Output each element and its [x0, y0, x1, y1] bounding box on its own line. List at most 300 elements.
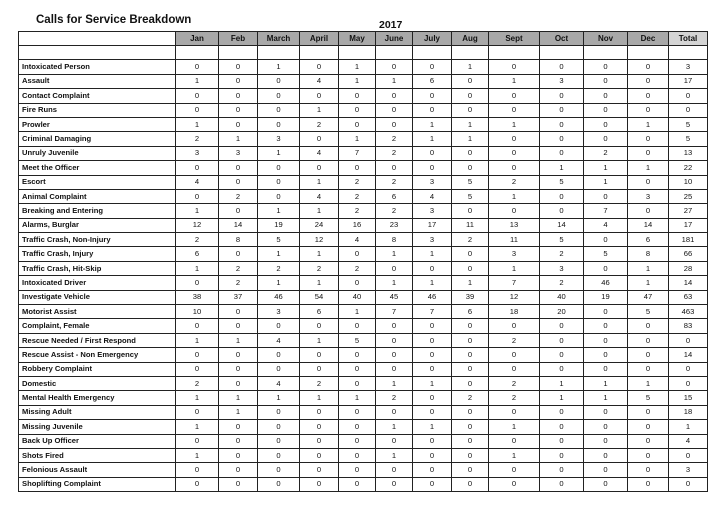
cell-total: 14: [669, 276, 708, 290]
cell-july: 0: [413, 103, 452, 117]
cell-nov: 1: [584, 175, 628, 189]
cell-april: 2: [300, 117, 339, 131]
cell-sept: 0: [489, 405, 540, 419]
spacer-cell: [19, 46, 176, 60]
cell-oct: 0: [540, 405, 584, 419]
column-header-aug: Aug: [452, 32, 489, 46]
column-header-jan: Jan: [176, 32, 219, 46]
table-row: [19, 405, 708, 419]
cell-aug: 0: [452, 448, 489, 462]
cell-may: 0: [339, 376, 376, 390]
cell-oct: 0: [540, 434, 584, 448]
cell-jan: 1: [176, 204, 219, 218]
cell-june: 1: [376, 276, 413, 290]
cell-june: 1: [376, 247, 413, 261]
spacer-cell: [452, 46, 489, 60]
cell-jan: 0: [176, 463, 219, 477]
cell-aug: 1: [452, 132, 489, 146]
cell-feb: 1: [219, 391, 258, 405]
cell-april: 1: [300, 391, 339, 405]
cell-may: 0: [339, 319, 376, 333]
column-header-total: Total: [669, 32, 708, 46]
cell-jan: 2: [176, 233, 219, 247]
cell-total: 1: [669, 420, 708, 434]
table-body: [19, 46, 708, 492]
row-label: Breaking and Entering: [19, 204, 176, 218]
cell-june: 2: [376, 204, 413, 218]
cell-june: 0: [376, 261, 413, 275]
cell-march: 0: [258, 319, 300, 333]
cell-oct: 0: [540, 319, 584, 333]
cell-sept: 3: [489, 247, 540, 261]
row-label: Contact Complaint: [19, 89, 176, 103]
cell-sept: 7: [489, 276, 540, 290]
cell-july: 6: [413, 74, 452, 88]
cell-oct: 0: [540, 463, 584, 477]
cell-oct: 0: [540, 333, 584, 347]
cell-sept: 2: [489, 376, 540, 390]
column-header-july: July: [413, 32, 452, 46]
row-label: Escort: [19, 175, 176, 189]
cell-oct: 2: [540, 247, 584, 261]
cell-total: 0: [669, 89, 708, 103]
cell-total: 25: [669, 189, 708, 203]
table-row: [19, 60, 708, 74]
cell-june: 1: [376, 74, 413, 88]
cell-oct: 0: [540, 60, 584, 74]
table-row: [19, 117, 708, 131]
row-label: Meet the Officer: [19, 161, 176, 175]
table-row: [19, 146, 708, 160]
cell-march: 0: [258, 103, 300, 117]
cell-feb: 0: [219, 463, 258, 477]
cell-dec: 6: [628, 233, 669, 247]
cell-march: 0: [258, 362, 300, 376]
cell-jan: 1: [176, 448, 219, 462]
cell-may: 4: [339, 233, 376, 247]
cell-july: 0: [413, 434, 452, 448]
cell-jan: 10: [176, 305, 219, 319]
cell-may: 0: [339, 448, 376, 462]
cell-total: 0: [669, 477, 708, 491]
cell-may: 1: [339, 305, 376, 319]
cell-may: 0: [339, 103, 376, 117]
row-label: Shots Fired: [19, 448, 176, 462]
cell-july: 0: [413, 60, 452, 74]
cell-dec: 0: [628, 89, 669, 103]
cell-oct: 3: [540, 261, 584, 275]
table-row: [19, 376, 708, 390]
cell-july: 0: [413, 261, 452, 275]
spacer-cell: [176, 46, 219, 60]
cell-sept: 13: [489, 218, 540, 232]
cell-aug: 0: [452, 376, 489, 390]
cell-march: 2: [258, 261, 300, 275]
cell-oct: 40: [540, 290, 584, 304]
cell-aug: 0: [452, 103, 489, 117]
cell-april: 24: [300, 218, 339, 232]
cell-dec: 1: [628, 261, 669, 275]
cell-june: 0: [376, 319, 413, 333]
cell-oct: 1: [540, 376, 584, 390]
row-label: Complaint, Female: [19, 319, 176, 333]
cell-march: 3: [258, 132, 300, 146]
cell-march: 4: [258, 333, 300, 347]
cell-sept: 2: [489, 175, 540, 189]
table-row: [19, 420, 708, 434]
cell-july: 0: [413, 348, 452, 362]
cell-may: 2: [339, 189, 376, 203]
cell-june: 23: [376, 218, 413, 232]
cell-april: 4: [300, 74, 339, 88]
cell-jan: 1: [176, 420, 219, 434]
cell-nov: 0: [584, 319, 628, 333]
cell-aug: 2: [452, 391, 489, 405]
cell-july: 3: [413, 175, 452, 189]
row-label: Back Up Officer: [19, 434, 176, 448]
cell-feb: 0: [219, 74, 258, 88]
cell-nov: 0: [584, 189, 628, 203]
table-row: [19, 74, 708, 88]
spacer-cell: [489, 46, 540, 60]
cell-dec: 0: [628, 448, 669, 462]
cell-march: 1: [258, 391, 300, 405]
cell-jan: 1: [176, 74, 219, 88]
cell-aug: 11: [452, 218, 489, 232]
spacer-row: [19, 46, 708, 60]
cell-feb: 0: [219, 117, 258, 131]
cell-feb: 0: [219, 247, 258, 261]
cell-nov: 46: [584, 276, 628, 290]
cell-dec: 47: [628, 290, 669, 304]
cell-april: 1: [300, 276, 339, 290]
cell-total: 14: [669, 348, 708, 362]
table-row: [19, 463, 708, 477]
cell-oct: 0: [540, 103, 584, 117]
cell-feb: 0: [219, 348, 258, 362]
cell-may: 0: [339, 117, 376, 131]
cell-total: 0: [669, 376, 708, 390]
cell-total: 5: [669, 132, 708, 146]
cell-march: 0: [258, 117, 300, 131]
cell-june: 2: [376, 132, 413, 146]
cell-nov: 1: [584, 161, 628, 175]
cell-may: 2: [339, 204, 376, 218]
cell-dec: 14: [628, 218, 669, 232]
cell-june: 0: [376, 103, 413, 117]
column-header-may: May: [339, 32, 376, 46]
cell-aug: 0: [452, 146, 489, 160]
table-row: [19, 290, 708, 304]
cell-jan: 1: [176, 261, 219, 275]
cell-may: 0: [339, 463, 376, 477]
row-label: Traffic Crash, Hit-Skip: [19, 261, 176, 275]
column-header-march: March: [258, 32, 300, 46]
table-row: [19, 189, 708, 203]
cell-jan: 0: [176, 362, 219, 376]
row-label: Felonious Assault: [19, 463, 176, 477]
cell-july: 0: [413, 362, 452, 376]
cell-april: 6: [300, 305, 339, 319]
cell-april: 0: [300, 477, 339, 491]
cell-total: 3: [669, 463, 708, 477]
cell-oct: 2: [540, 276, 584, 290]
cell-oct: 0: [540, 89, 584, 103]
cell-jan: 1: [176, 391, 219, 405]
table-row: [19, 175, 708, 189]
cell-oct: 1: [540, 391, 584, 405]
table-row: [19, 261, 708, 275]
cell-sept: 12: [489, 290, 540, 304]
cell-may: 40: [339, 290, 376, 304]
cell-march: 0: [258, 477, 300, 491]
cell-july: 0: [413, 319, 452, 333]
cell-total: 27: [669, 204, 708, 218]
cell-april: 0: [300, 420, 339, 434]
cell-july: 1: [413, 276, 452, 290]
cell-oct: 0: [540, 362, 584, 376]
cell-dec: 0: [628, 420, 669, 434]
cell-aug: 0: [452, 434, 489, 448]
cell-sept: 11: [489, 233, 540, 247]
cell-march: 1: [258, 204, 300, 218]
cell-march: 0: [258, 161, 300, 175]
cell-nov: 1: [584, 376, 628, 390]
cell-total: 181: [669, 233, 708, 247]
cell-dec: 0: [628, 333, 669, 347]
cell-april: 0: [300, 405, 339, 419]
cell-total: 18: [669, 405, 708, 419]
cell-april: 0: [300, 132, 339, 146]
cell-feb: 8: [219, 233, 258, 247]
cell-june: 0: [376, 161, 413, 175]
cell-june: 45: [376, 290, 413, 304]
cell-feb: 0: [219, 477, 258, 491]
cell-april: 0: [300, 89, 339, 103]
cell-nov: 0: [584, 362, 628, 376]
cell-sept: 0: [489, 146, 540, 160]
row-label: Robbery Complaint: [19, 362, 176, 376]
cell-may: 0: [339, 434, 376, 448]
column-header-june: June: [376, 32, 413, 46]
cell-nov: 4: [584, 218, 628, 232]
cell-may: 0: [339, 247, 376, 261]
cell-april: 1: [300, 333, 339, 347]
cell-feb: 0: [219, 319, 258, 333]
cell-total: 63: [669, 290, 708, 304]
cell-aug: 5: [452, 175, 489, 189]
cell-feb: 1: [219, 132, 258, 146]
cell-jan: 0: [176, 434, 219, 448]
spacer-cell: [413, 46, 452, 60]
cell-jan: 0: [176, 89, 219, 103]
cell-feb: 1: [219, 405, 258, 419]
cell-feb: 37: [219, 290, 258, 304]
table-row: [19, 89, 708, 103]
cell-march: 0: [258, 348, 300, 362]
cell-march: 46: [258, 290, 300, 304]
cell-aug: 0: [452, 477, 489, 491]
cell-april: 2: [300, 376, 339, 390]
cell-june: 0: [376, 405, 413, 419]
cell-april: 0: [300, 161, 339, 175]
row-label: Unruly Juvenile: [19, 146, 176, 160]
cell-jan: 0: [176, 348, 219, 362]
cell-oct: 0: [540, 348, 584, 362]
cell-oct: 14: [540, 218, 584, 232]
cell-june: 7: [376, 305, 413, 319]
cell-dec: 0: [628, 146, 669, 160]
cell-june: 0: [376, 117, 413, 131]
cell-aug: 0: [452, 247, 489, 261]
cell-aug: 0: [452, 161, 489, 175]
table-row: [19, 305, 708, 319]
table-row: [19, 132, 708, 146]
cell-total: 10: [669, 175, 708, 189]
cell-total: 17: [669, 74, 708, 88]
table-row: [19, 233, 708, 247]
cell-total: 13: [669, 146, 708, 160]
spacer-cell: [584, 46, 628, 60]
cell-sept: 0: [489, 348, 540, 362]
cell-jan: 0: [176, 103, 219, 117]
cell-may: 2: [339, 261, 376, 275]
cell-oct: 0: [540, 420, 584, 434]
cell-april: 0: [300, 362, 339, 376]
cell-sept: 2: [489, 391, 540, 405]
cell-feb: 2: [219, 261, 258, 275]
cell-aug: 0: [452, 362, 489, 376]
cell-july: 4: [413, 189, 452, 203]
row-label: Motorist Assist: [19, 305, 176, 319]
cell-dec: 1: [628, 117, 669, 131]
table-row: [19, 348, 708, 362]
spacer-cell: [628, 46, 669, 60]
cell-may: 0: [339, 89, 376, 103]
cell-july: 0: [413, 89, 452, 103]
cell-oct: 0: [540, 132, 584, 146]
cell-july: 0: [413, 463, 452, 477]
table-row: [19, 434, 708, 448]
cell-june: 0: [376, 333, 413, 347]
cell-nov: 0: [584, 420, 628, 434]
cell-total: 28: [669, 261, 708, 275]
cell-total: 17: [669, 218, 708, 232]
header-blank-cell: [19, 32, 176, 46]
cell-sept: 0: [489, 362, 540, 376]
cell-march: 4: [258, 376, 300, 390]
cell-jan: 12: [176, 218, 219, 232]
cell-nov: 0: [584, 261, 628, 275]
cell-aug: 1: [452, 117, 489, 131]
cell-jan: 3: [176, 146, 219, 160]
column-header-nov: Nov: [584, 32, 628, 46]
cell-april: 1: [300, 204, 339, 218]
row-label: Intoxicated Person: [19, 60, 176, 74]
column-header-april: April: [300, 32, 339, 46]
calls-table: [18, 31, 708, 492]
cell-nov: 0: [584, 463, 628, 477]
cell-sept: 0: [489, 132, 540, 146]
cell-sept: 2: [489, 333, 540, 347]
cell-aug: 5: [452, 189, 489, 203]
cell-sept: 0: [489, 319, 540, 333]
cell-may: 16: [339, 218, 376, 232]
cell-sept: 0: [489, 204, 540, 218]
cell-jan: 1: [176, 117, 219, 131]
cell-oct: 0: [540, 204, 584, 218]
table-row: [19, 103, 708, 117]
cell-april: 0: [300, 319, 339, 333]
cell-nov: 0: [584, 434, 628, 448]
row-label: Criminal Damaging: [19, 132, 176, 146]
cell-aug: 0: [452, 463, 489, 477]
cell-sept: 1: [489, 117, 540, 131]
cell-april: 54: [300, 290, 339, 304]
cell-june: 1: [376, 376, 413, 390]
cell-oct: 0: [540, 448, 584, 462]
cell-feb: 2: [219, 189, 258, 203]
cell-dec: 0: [628, 477, 669, 491]
cell-sept: 0: [489, 103, 540, 117]
table-row: [19, 391, 708, 405]
cell-april: 1: [300, 247, 339, 261]
cell-jan: 2: [176, 132, 219, 146]
cell-sept: 0: [489, 60, 540, 74]
cell-oct: 5: [540, 175, 584, 189]
cell-dec: 5: [628, 391, 669, 405]
cell-jan: 0: [176, 319, 219, 333]
column-header-dec: Dec: [628, 32, 669, 46]
cell-nov: 0: [584, 333, 628, 347]
cell-may: 0: [339, 362, 376, 376]
cell-july: 7: [413, 305, 452, 319]
cell-sept: 1: [489, 74, 540, 88]
cell-feb: 0: [219, 103, 258, 117]
cell-july: 46: [413, 290, 452, 304]
cell-feb: 0: [219, 448, 258, 462]
column-header-feb: Feb: [219, 32, 258, 46]
cell-may: 0: [339, 420, 376, 434]
cell-aug: 2: [452, 233, 489, 247]
cell-june: 1: [376, 448, 413, 462]
cell-may: 1: [339, 391, 376, 405]
cell-june: 0: [376, 348, 413, 362]
row-label: Shoplifting Complaint: [19, 477, 176, 491]
cell-oct: 0: [540, 117, 584, 131]
cell-july: 3: [413, 233, 452, 247]
cell-aug: 0: [452, 319, 489, 333]
table-row: [19, 333, 708, 347]
cell-dec: 1: [628, 376, 669, 390]
cell-oct: 0: [540, 477, 584, 491]
table-row: [19, 477, 708, 491]
row-label: Domestic: [19, 376, 176, 390]
cell-dec: 0: [628, 60, 669, 74]
cell-total: 3: [669, 60, 708, 74]
row-label: Traffic Crash, Injury: [19, 247, 176, 261]
cell-june: 2: [376, 146, 413, 160]
cell-sept: 0: [489, 477, 540, 491]
cell-april: 12: [300, 233, 339, 247]
cell-jan: 6: [176, 247, 219, 261]
cell-aug: 0: [452, 204, 489, 218]
spacer-cell: [540, 46, 584, 60]
cell-nov: 1: [584, 391, 628, 405]
cell-aug: 6: [452, 305, 489, 319]
cell-total: 83: [669, 319, 708, 333]
cell-total: 22: [669, 161, 708, 175]
